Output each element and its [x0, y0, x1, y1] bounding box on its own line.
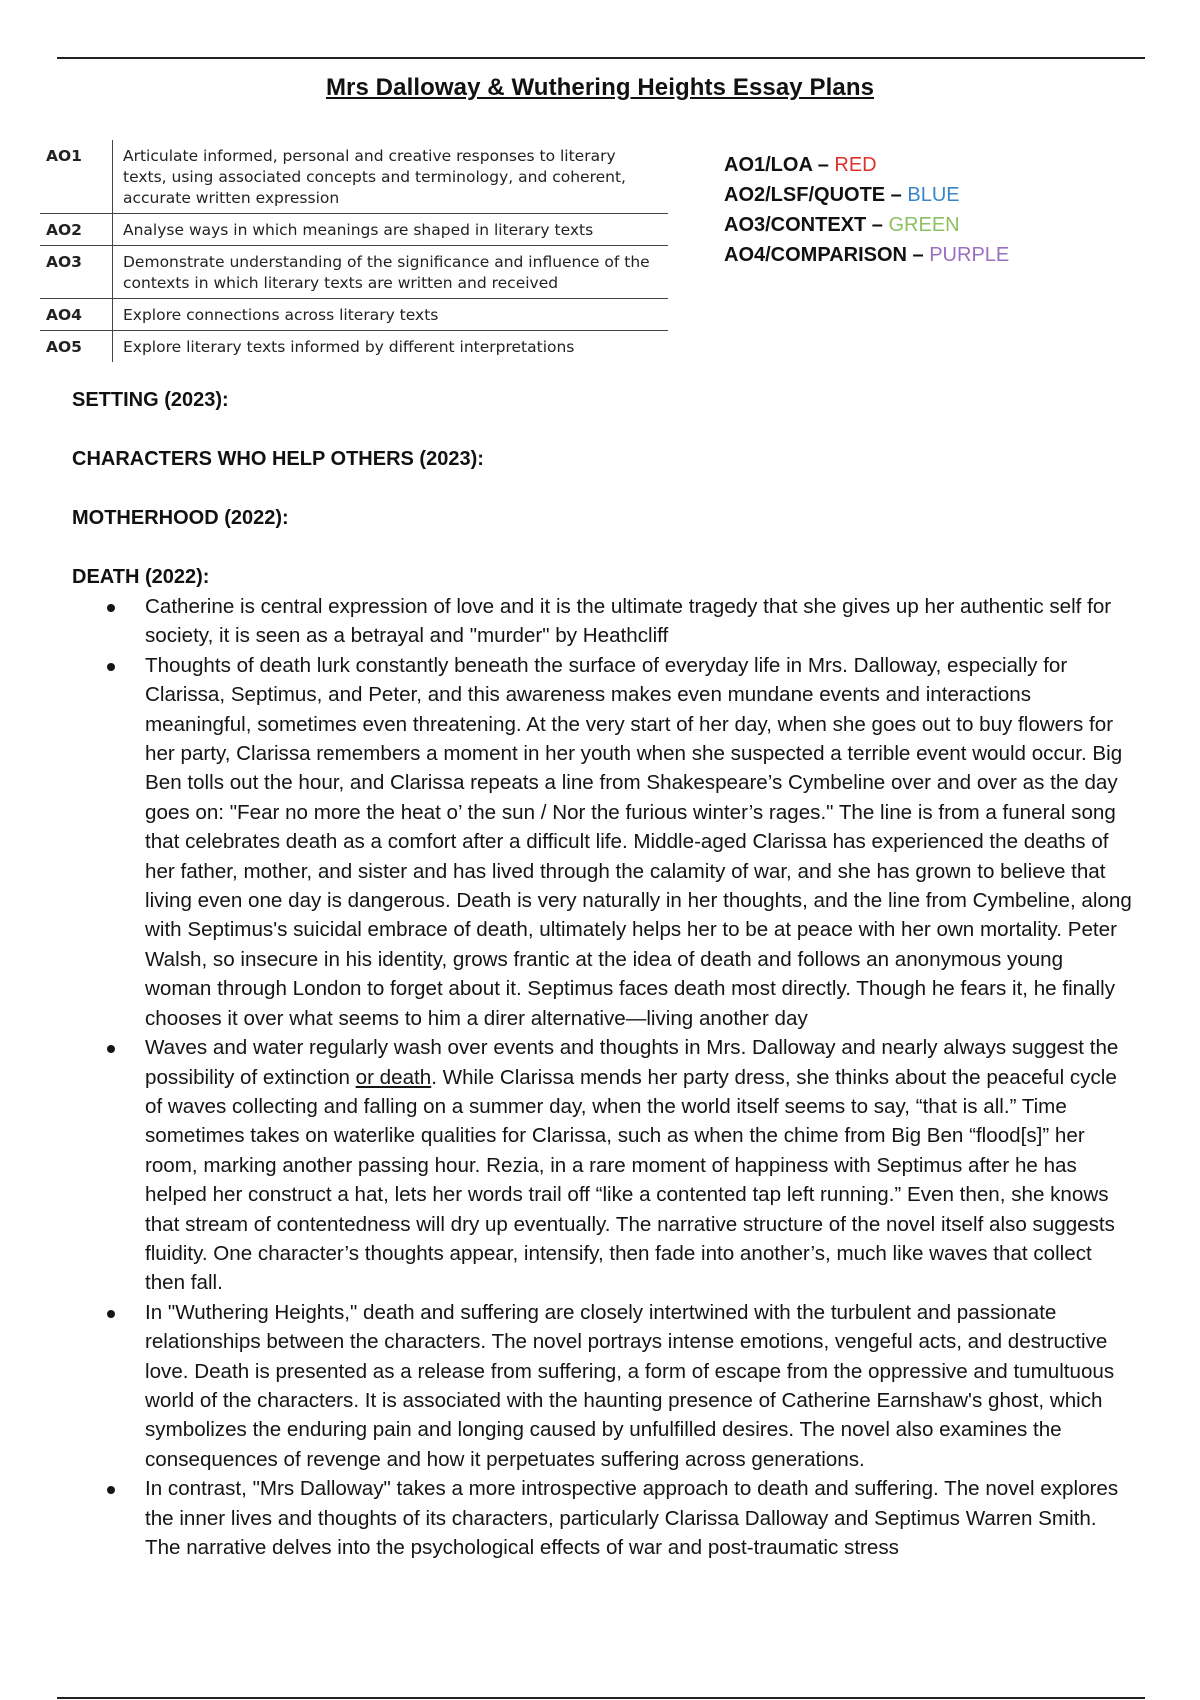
assessment-objectives-table — [40, 140, 668, 362]
ao-description: Explore literary texts informed by different interpretations — [123, 338, 575, 356]
bullet-icon — [107, 1310, 115, 1318]
bottom-rule — [57, 1697, 1145, 1699]
list-item — [72, 651, 1132, 1033]
table-row — [40, 246, 668, 299]
list-item — [72, 592, 1132, 651]
bullet-icon — [107, 663, 115, 671]
underlined-text: or death — [355, 1065, 432, 1089]
section-heading-death: DEATH (2022): — [72, 566, 210, 588]
list-item — [72, 1474, 1132, 1562]
ao-code: AO2 — [40, 214, 113, 246]
essay-plan-content — [72, 385, 1132, 1562]
color-legend — [724, 150, 1009, 270]
bullet-icon — [107, 1486, 115, 1494]
table-row — [40, 331, 668, 363]
page-title: Mrs Dalloway & Wuthering Heights Essay Plans — [325, 74, 875, 101]
list-item — [72, 1033, 1132, 1298]
list-item — [72, 1298, 1132, 1474]
bullet-text: Catherine is central expression of love and it is the ultimate tragedy that she gives up her authentic self for society, it is seen as a betrayal and "murder" by Heathcliff — [145, 595, 1112, 648]
ao-description: Demonstrate understanding of the significance and influence of the contexts in which literary texts are written and received — [113, 246, 669, 299]
bullet-text: Waves and water regularly wash over events and thoughts in Mrs. Dalloway and nearly always suggest the possibility of extinction — [145, 1036, 1119, 1089]
ao-code: AO1 — [40, 140, 113, 214]
bullet-icon — [107, 604, 115, 612]
section-heading-characters: CHARACTERS WHO HELP OTHERS (2023): — [72, 448, 484, 470]
top-rule — [57, 57, 1145, 59]
bullet-text: In "Wuthering Heights," death and suffering are closely intertwined with the turbulent and passionate relationships between the characters. The novel portrays intense emotions, vengeful acts, and destructive love. Death is presented as a release from suffering, a form of escape from the oppressive and tumultuous world of the characters. It is associated with the haunting presence of Catherine Earnshaw's ghost, which symbolizes the enduring pain and longing caused by unfulfilled desires. The novel also examines the consequences of revenge and how it perpetuates suffering across generations. — [145, 1300, 1115, 1471]
ao-description: Analyse ways in which meanings are shaped in literary texts — [113, 214, 669, 246]
ao-code: AO3 — [40, 246, 113, 299]
ao-description: Articulate informed, personal and creative responses to literary texts, using associated concepts and terminology, and coherent, accurate written expression — [113, 140, 669, 214]
legend-color-name: GREEN — [888, 214, 960, 236]
legend-label: AO4/COMPARISON – — [724, 244, 930, 266]
table-row — [40, 140, 668, 214]
ao-code: AO5 — [40, 331, 113, 363]
legend-item — [724, 150, 1009, 180]
legend-label: AO3/CONTEXT – — [724, 214, 889, 236]
section-heading-motherhood: MOTHERHOOD (2022): — [72, 507, 289, 529]
ao-description: Explore connections across literary texts — [113, 299, 669, 331]
section-heading-setting: SETTING (2023): — [72, 389, 229, 411]
legend-label: AO1/LOA – — [724, 154, 835, 176]
legend-item — [724, 240, 1009, 270]
bullet-icon — [107, 1045, 115, 1053]
bullet-text: In contrast, "Mrs Dalloway" takes a more introspective approach to death and suffering. The novel explores the inner lives and thoughts of its characters, particularly Clarissa Dalloway and Septimus Warren Smith. The narrative delves into the psychological effects of war and post-traumatic stress — [145, 1477, 1119, 1559]
bullet-text: Thoughts of death lurk constantly beneath the surface of everyday life in Mrs. Dalloway, especially for Clarissa, Septimus, and Peter, and this awareness makes even mundane events and interactions meaningful, sometimes even threatening. At the very start of her day, when she goes out to buy flowers for her party, Clarissa remembers a moment in her youth when she suspected a terrible event would occur. Big Ben tolls out the hour, and Clarissa repeats a line from Shakespeare’s Cymbeline over and over as the day goes on: "Fear no more the heat o’ the sun / Nor the furious winter’s rages." The line is from a funeral song that celebrates death as a comfort after a difficult life. Middle-aged Clarissa has experienced the deaths of her father, mother, and sister and has lived through the calamity of war, and she has grown to believe that living even one day is dangerous. Death is very naturally in her thoughts, and the line from Cymbeline, along with Septimus's suicidal embrace of death, ultimately helps her to be at peace with her own mortality. Peter Walsh, so insecure in his identity, grows frantic at the idea of death and follows an anonymous young woman through London to forget about it. Septimus faces death most directly. Though he fears it, he finally chooses it over what seems to him a direr alternative—living another day — [145, 653, 1132, 1030]
legend-label: AO2/LSF/QUOTE – — [724, 184, 908, 206]
legend-item — [724, 180, 1009, 210]
legend-color-name: PURPLE — [929, 244, 1010, 266]
ao-code: AO4 — [40, 299, 113, 331]
legend-color-name: RED — [834, 154, 877, 176]
table-row — [40, 214, 668, 246]
legend-color-name: BLUE — [907, 184, 960, 206]
death-bullet-list — [72, 592, 1132, 1562]
table-row — [40, 299, 668, 331]
legend-item — [724, 210, 1009, 240]
bullet-text: . While Clarissa mends her party dress, she thinks about the peaceful cycle of waves collecting and falling on a summer day, when the world itself seems to say, “that is all.” Time sometimes takes on waterlike qualities for Clarissa, such as when the chime from Big Ben “flood[s]” her room, marking another passing hour. Rezia, in a rare moment of happiness with Septimus after he has helped her construct a hat, lets her words trail off “like a contented tap left running.” Even then, she knows that stream of contentedness will dry up eventually. The narrative structure of the novel itself also suggests fluidity. One character’s thoughts appear, intensify, then fade into another’s, much like waves that collect then fall. — [145, 1065, 1117, 1295]
